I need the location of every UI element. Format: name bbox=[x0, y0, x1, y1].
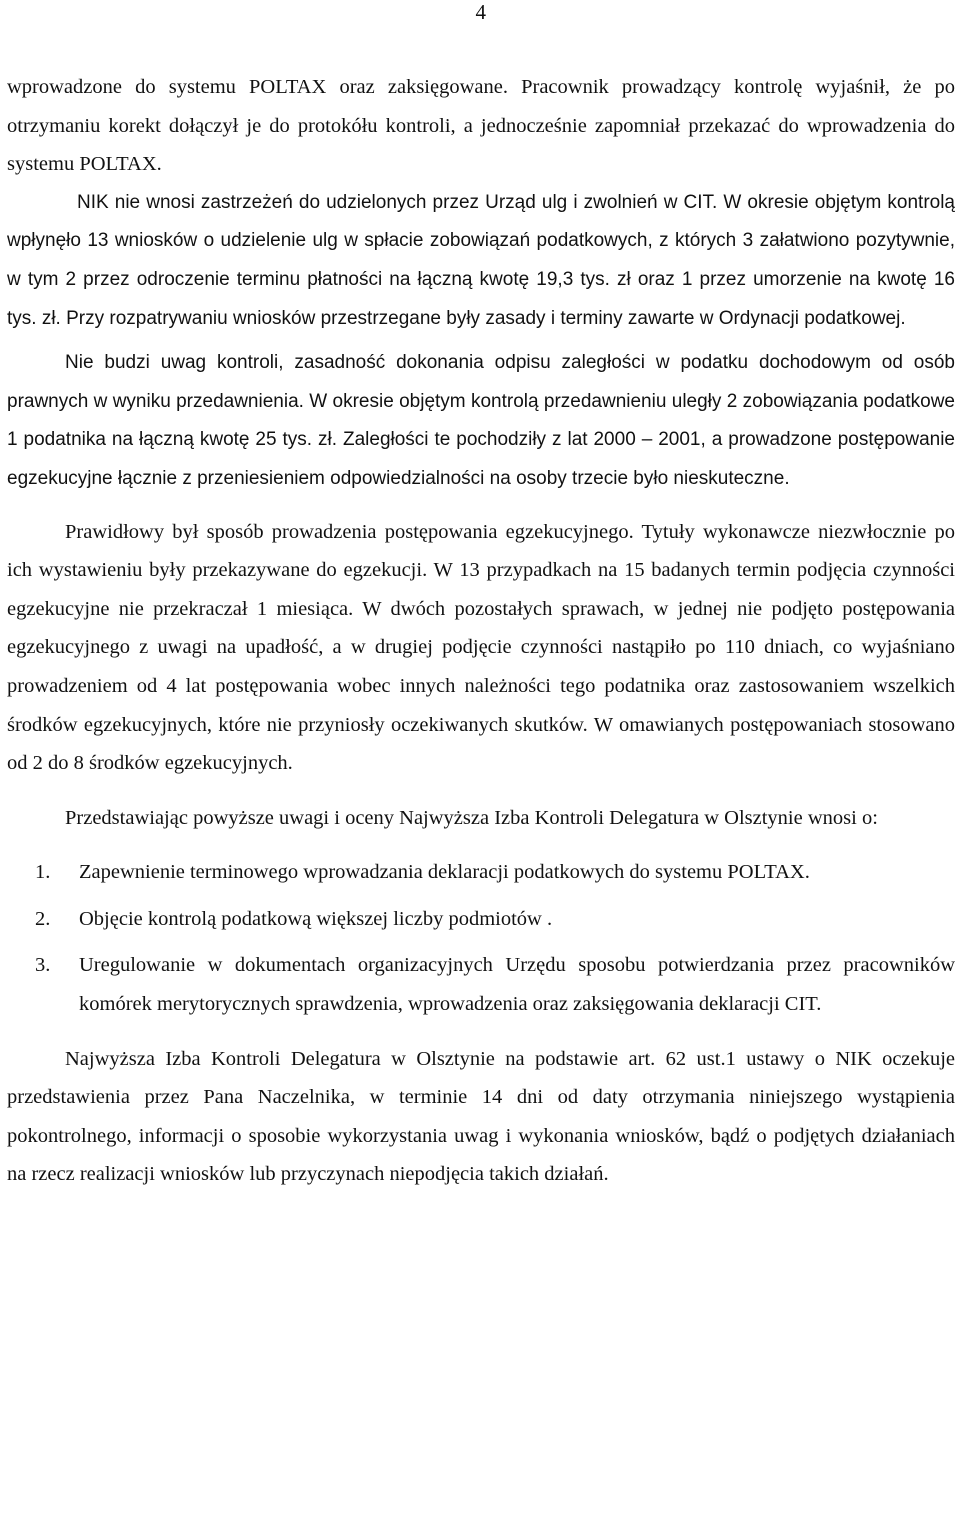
page-number: 4 bbox=[475, 0, 486, 24]
list-item bbox=[7, 900, 955, 939]
paragraph-requests-intro: Przedstawiając powyższe uwagi i oceny Najwyższa Izba Kontroli Delegatura w Olsztynie wnosi o: bbox=[65, 806, 878, 829]
requests-list bbox=[7, 853, 955, 1023]
list-item-text: Objęcie kontrolą podatkową większej liczby podmiotów . bbox=[79, 907, 553, 930]
list-item-text: Uregulowanie w dokumentach organizacyjnych Urzędu sposobu potwierdzania przez pracowników komórek merytorycznych sprawdzenia, wprowadzenia oraz zaksięgowania deklaracji CIT. bbox=[79, 954, 955, 1016]
paragraph-enforcement: Prawidłowy był sposób prowadzenia postępowania egzekucyjnego. Tytuły wykonawcze niezwłocznie po ich wystawieniu były przekazywane do egzekucji. W 13 przypadkach na 15 badanych termin podjęcia czynności egzekucyjne nie przekraczał 1 miesiąca. W dwóch pozostałych sprawach, w jednej nie podjęto postępowania egzekucyjnego z uwagi na upadłość, a w drugiej podjęcie czynności nastąpiło po 110 dniach, co wyjaśniano prowadzeniem od 4 lat postępowania wobec innych należności tego podatnika oraz zastosowaniem wszelkich środków egzekucyjnych, które nie przyniosły oczekiwanych skutków. W omawianych postępowaniach stosowano od 2 do 8 środków egzekucyjnych. bbox=[7, 520, 955, 775]
paragraph-closing: Najwyższa Izba Kontroli Delegatura w Olsztynie na podstawie art. 62 ust.1 ustawy o NIK oczekuje przedstawienia przez Pana Naczelnika, w terminie 14 dni od daty otrzymania niniejszego wystąpienia pokontrolnego, informacji o sposobie wykorzystania uwag i wykonania wniosków, bądź o podjętych działaniach na rzecz realizacji wniosków lub przyczynach niepodjęcia takich działań. bbox=[7, 1047, 955, 1186]
list-item-text: Zapewnienie terminowego wprowadzania deklaracji podatkowych do systemu POLTAX. bbox=[79, 861, 810, 884]
document-body bbox=[7, 68, 955, 1194]
list-item bbox=[7, 853, 955, 892]
paragraph-poltax-corrections: wprowadzone do systemu POLTAX oraz zaksięgowane. Pracownik prowadzący kontrolę wyjaśnił, że po otrzymaniu korekt dołączył je do protokółu kontroli, a jednocześnie zapomniał przekazać do wprowadzenia do systemu POLTAX. bbox=[7, 76, 955, 176]
list-item-number: 3. bbox=[35, 954, 51, 977]
list-item-number: 2. bbox=[35, 907, 51, 930]
list-item bbox=[7, 946, 955, 1023]
paragraph-write-off: Nie budzi uwag kontroli, zasadność dokonania odpisu zaległości w podatku dochodowym od osób prawnych w wyniku przedawnienia. W okresie objętym kontrolą przedawnieniu uległy 2 zobowiązania podatkowe 1 podatnika na łączną kwotę 25 tys. zł. Zaległości te pochodziły z lat 2000 – 2001, a prowadzone postępowanie egzekucyjne łącznie z przeniesieniem odpowiedzialności na osoby trzecie było nieskuteczne. bbox=[7, 352, 955, 489]
list-item-number: 1. bbox=[35, 861, 51, 884]
paragraph-cit-reliefs: NIK nie wnosi zastrzeżeń do udzielonych przez Urząd ulg i zwolnień w CIT. W okresie objętym kontrolą wpłynęło 13 wniosków o udzielenie ulg w spłacie zobowiązań podatkowych, z których 3 załatwiono pozytywnie, w tym 2 przez odroczenie terminu płatności na łączną kwotę 19,3 tys. zł oraz 1 przez umorzenie na kwotę 16 tys. zł. Przy rozpatrywaniu wniosków przestrzegane były zasady i terminy zawarte w Ordynacji podatkowej. bbox=[7, 191, 955, 329]
